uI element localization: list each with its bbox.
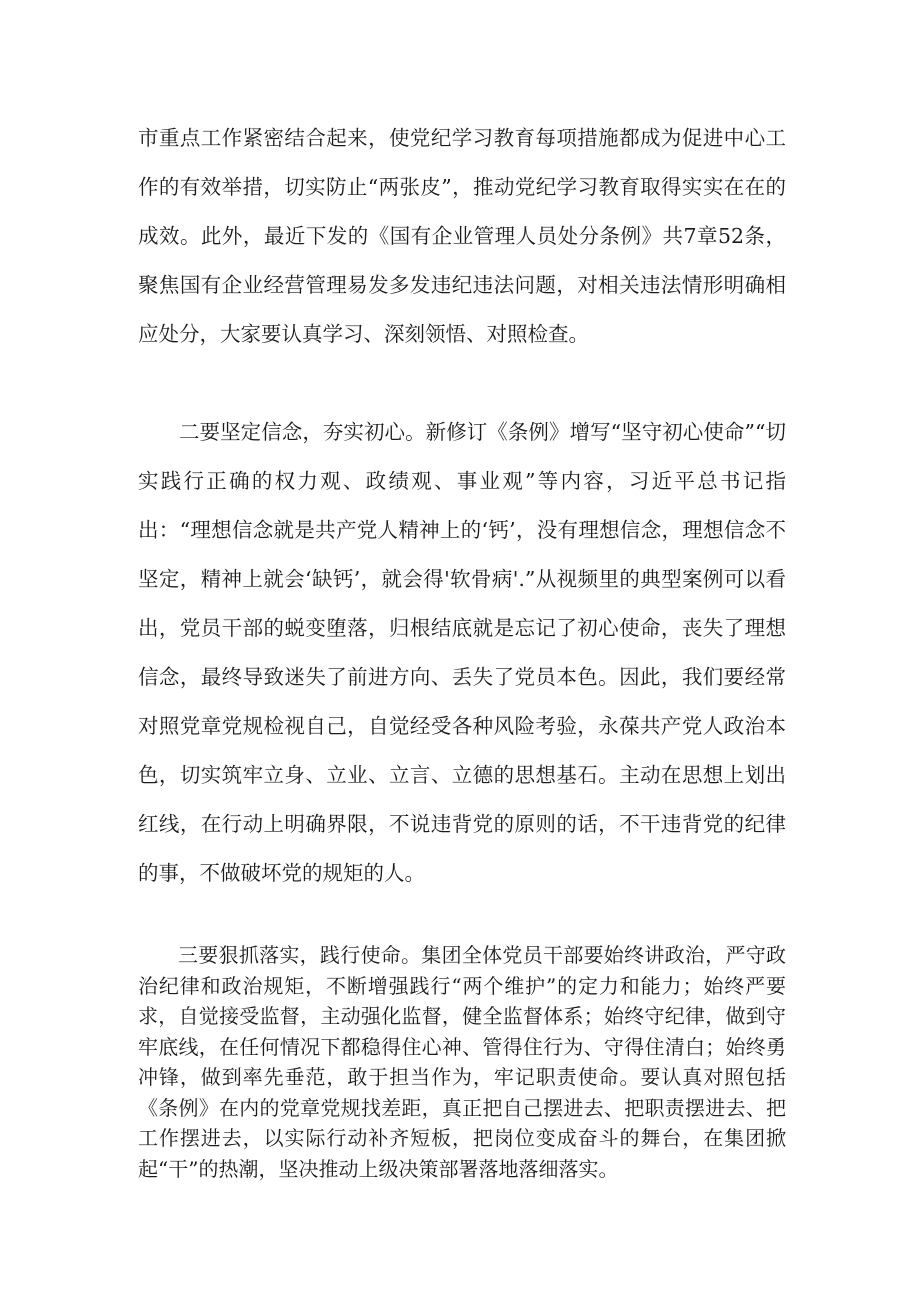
paragraph-continuation: 市重点工作紧密结合起来，使党纪学习教育每项措施都成为促进中心工作的有效举措，切实防止“两张皮”，推动党纪学习教育取得实实在在的成效。此外，最近下发的《国有企业管理人员处分条例》共7章52条，聚焦国有企业经营管理易发多发违纪违法问题，对相关违法情形明确相应处分，大家要认真学习、深刻领悟、对照检查。: [138, 126, 786, 346]
paragraph-firm-belief: 二要坚定信念，夯实初心。新修订《条例》增写“坚守初心使命”“切实践行正确的权力观、政绩观、事业观”等内容，习近平总书记指出：“理想信念就是共产党人精神上的‘钙’，没有理想信念，理想信念不坚定，精神上就会‘缺钙’，就会得'软骨病'.”从视频里的典型案例可以看出，党员干部的蜕变堕落，归根结底就是忘记了初心使命，丧失了理想信念，最终导致迷失了前进方向、丢失了党员本色。因此，我们要经常对照党章党规检视自己，自觉经受各种风险考验，永葆共产党人政治本色，切实筑牢立身、立业、立言、立德的思想基石。主动在思想上划出红线，在行动上明确界限，不说违背党的原则的话，不干违背党的纪律的事，不做破坏党的规矩的人。: [138, 420, 786, 885]
paragraph-implementation: 三要狠抓落实，践行使命。集团全体党员干部要始终讲政治，严守政治纪律和政治规矩，不断增强践行“两个维护”的定力和能力；始终严要求，自觉接受监督，主动强化监督，健全监督体系；始终守纪律，做到守牢底线，在任何情况下都稳得住心神、管得住行为、守得住清白；始终勇冲锋，做到率先垂范，敢于担当作为，牢记职责使命。要认真对照包括《条例》在内的党章党规找差距，真正把自己摆进去、把职责摆进去、把工作摆进去，以实际行动补齐短板，把岗位变成奋斗的舞台，在集团掀起“干”的热潮，坚决推动上级决策部署落地落细落实。: [138, 943, 786, 1181]
